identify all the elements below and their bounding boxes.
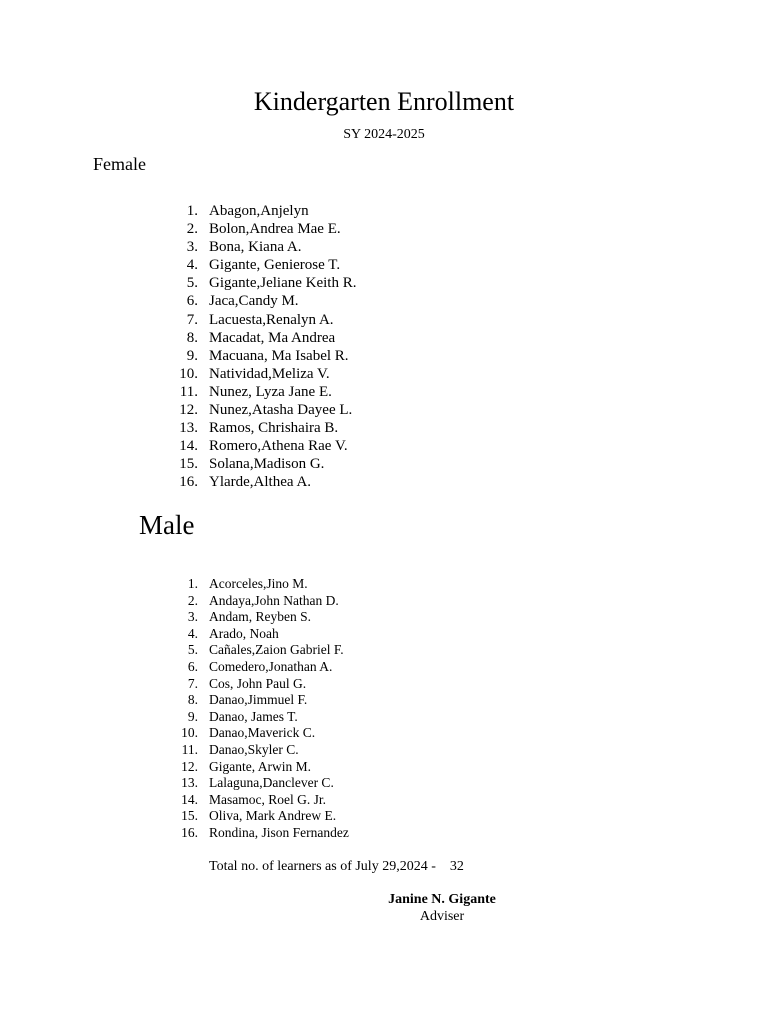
list-item-number: 4. — [187, 625, 198, 641]
student-name: Arado, Noah — [209, 625, 279, 641]
student-name: Andaya,John Nathan D. — [209, 592, 339, 608]
signatory-name: Janine N. Gigante — [388, 892, 496, 907]
list-item-number: 14. — [179, 438, 198, 455]
list-item-number: 9. — [186, 347, 198, 364]
total-learners-line — [209, 858, 464, 876]
list-item-number: 3. — [187, 609, 198, 625]
student-name: Acorceles,Jino M. — [209, 576, 308, 591]
list-item-number: 13. — [181, 775, 198, 791]
total-learners-count: 32 — [449, 859, 464, 874]
list-item-number: 5. — [187, 642, 198, 658]
student-name: Masamoc, Roel G. Jr. — [209, 791, 326, 807]
student-name: Gigante, Arwin M. — [209, 758, 311, 774]
student-name: Nunez,Atasha Dayee L. — [209, 402, 353, 419]
list-item-number: 1. — [186, 203, 198, 219]
list-item-number: 14. — [181, 791, 198, 807]
student-name: Danao, James T. — [209, 708, 298, 724]
student-name: Danao,Jimmuel F. — [209, 692, 308, 708]
list-item-number: 4. — [186, 257, 198, 274]
student-name: Bona, Kiana A. — [209, 239, 302, 256]
list-item-number: 6. — [186, 293, 198, 310]
list-item-number: 10. — [181, 725, 198, 741]
list-item-number: 3. — [186, 239, 198, 256]
student-name: Gigante,Jeliane Keith R. — [209, 275, 357, 292]
student-name: Solana,Madison G. — [209, 456, 325, 473]
list-item-number: 2. — [186, 221, 198, 238]
student-name: Oliva, Mark Andrew E. — [209, 808, 337, 824]
list-item-number: 2. — [187, 592, 198, 608]
list-item-number: 15. — [181, 808, 198, 824]
student-name: Abagon,Anjelyn — [209, 203, 309, 219]
list-item-number: 15. — [179, 456, 198, 473]
list-item-number: 13. — [179, 420, 198, 437]
list-item-number: 7. — [186, 311, 198, 328]
list-item-number: 5. — [186, 275, 198, 292]
list-item-number: 16. — [179, 474, 198, 491]
list-item-number: 11. — [179, 383, 198, 400]
student-name: Danao,Maverick C. — [209, 725, 316, 741]
list-item-number: 12. — [181, 758, 198, 774]
student-name: Cañales,Zaion Gabriel F. — [209, 642, 344, 658]
list-item-number: 1. — [187, 576, 198, 591]
student-name: Macuana, Ma Isabel R. — [209, 347, 349, 364]
list-item-number: 9. — [187, 708, 198, 724]
student-name: Ylarde,Althea A. — [209, 474, 312, 491]
list-item-number: 16. — [181, 824, 198, 840]
document-title: Kindergarten Enrollment — [253, 87, 515, 116]
student-name: Andam, Reyben S. — [209, 609, 311, 625]
list-item-number: 8. — [186, 329, 198, 346]
list-item-number: 8. — [187, 692, 198, 708]
list-item-number: 12. — [179, 402, 198, 419]
student-name: Lalaguna,Danclever C. — [209, 775, 334, 791]
student-name: Bolon,Andrea Mae E. — [209, 221, 341, 238]
list-item-number: 11. — [181, 741, 198, 757]
student-name: Jaca,Candy M. — [209, 293, 299, 310]
list-item-number: 7. — [187, 675, 198, 691]
list-item-number: 10. — [179, 365, 198, 382]
female-section-heading: Female — [93, 154, 146, 174]
student-name: Macadat, Ma Andrea — [209, 329, 336, 346]
student-name: Ramos, Chrishaira B. — [209, 420, 339, 437]
student-name: Natividad,Meliza V. — [209, 365, 330, 382]
school-year: SY 2024-2025 — [343, 127, 425, 142]
student-name: Cos, John Paul G. — [209, 675, 307, 691]
student-name: Danao,Skyler C. — [209, 741, 299, 757]
student-name: Romero,Athena Rae V. — [209, 438, 348, 455]
male-section-heading: Male — [139, 510, 195, 540]
signatory-role: Adviser — [419, 909, 465, 924]
student-name: Nunez, Lyza Jane E. — [209, 383, 332, 400]
list-item-number: 6. — [187, 658, 198, 674]
student-name: Comedero,Jonathan A. — [209, 658, 333, 674]
student-name: Lacuesta,Renalyn A. — [209, 311, 334, 328]
student-name: Gigante, Genierose T. — [209, 257, 341, 274]
total-learners-label: Total no. of learners as of July 29,2024 - — [209, 859, 436, 874]
student-name: Rondina, Jison Fernandez — [209, 824, 349, 840]
